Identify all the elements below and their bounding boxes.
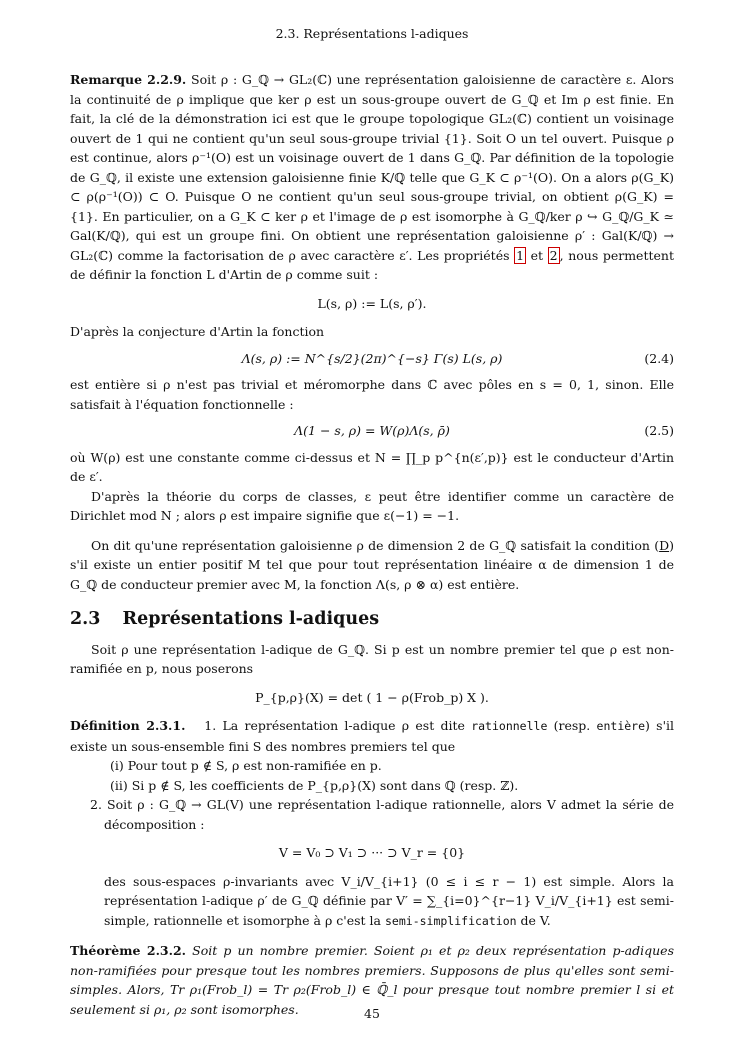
definition-block xyxy=(70,716,674,931)
equation-2-5-number: (2.5) xyxy=(644,423,674,438)
equation-2-5-formula: Λ(1 − s, ρ) = W(ρ)Λ(s, ρ̄) xyxy=(294,423,450,438)
ref-link-1[interactable]: 1 xyxy=(516,247,525,263)
definition-item-1 xyxy=(70,716,674,756)
term-entiere: entière xyxy=(596,719,646,733)
artin-intro: D'après la conjecture d'Artin la fonction xyxy=(70,324,325,339)
definition-sub-ii: (ii) Si p ∉ S, les coefficients de P_{p,ρ}(X) sont dans ℚ (resp. ℤ). xyxy=(110,777,519,793)
section-number: 2.3 xyxy=(70,609,101,629)
page-number: 45 xyxy=(364,1006,380,1021)
conductor-paragraph: où W(ρ) est une constante comme ci-dessus et N = ∏_p p^{n(ε′,p)} est le conducteur d'Artin de ε′. xyxy=(70,449,674,484)
definition-item-1-text: 1. La représentation l-adique ρ est dite xyxy=(204,718,465,733)
equation-2-4 xyxy=(70,349,674,369)
running-title: 2.3. Représentations l-adiques xyxy=(275,26,469,41)
definition-item-2: 2. Soit ρ : G_ℚ → GL(V) une représentation l-adique rationnelle, alors V admet la série de décomposition : xyxy=(90,797,674,832)
section-intro: Soit ρ une représentation l-adique de G_ℚ. Si p est un nombre premier tel que ρ est non-ramifiée en p, nous poserons xyxy=(70,641,674,676)
definition-item-1-resp: (resp. xyxy=(553,718,591,733)
condition-d-link[interactable]: D xyxy=(659,537,670,553)
page-body xyxy=(70,70,674,1019)
term-rationnelle: rationnelle xyxy=(471,719,548,733)
condition-d-paragraph xyxy=(70,536,674,595)
artin-l-definition: L(s, ρ) := L(s, ρ′). xyxy=(317,295,427,311)
theorem-label: Théorème 2.3.2. xyxy=(70,943,187,958)
section-title: Représentations l-adiques xyxy=(122,609,380,629)
class-field-paragraph: D'après la théorie du corps de classes, ε peut être identifier comme un caractère de Dirichlet mod N ; alors ρ est impaire signifie que ε(−1) = −1. xyxy=(70,488,674,523)
composition-series: V = V₀ ⊃ V₁ ⊃ ··· ⊃ V_r = {0} xyxy=(278,845,466,860)
equation-2-5 xyxy=(70,421,674,441)
page xyxy=(70,0,674,1053)
char-polynomial-formula: P_{p,ρ}(X) = det ( 1 − ρ(Frob_p) X ). xyxy=(255,689,489,705)
equation-2-4-number: (2.4) xyxy=(644,350,674,366)
definition-item-1-end: ) s'il existe un sous-ensemble fini S des nombres premiers tel que xyxy=(70,718,675,754)
ref-and: et xyxy=(530,247,544,263)
condition-text-b: ) s'il existe un entier positif M tel que pour tout représentation linéaire α de dimension 1 de G_ℚ de conducteur premier avec M, la fonction Λ(s, ρ ⊗ α) est entière. xyxy=(70,537,674,592)
equation-2-4-formula: Λ(s, ρ) := N^{s/2}(2π)^{−s} Γ(s) L(s, ρ) xyxy=(241,350,503,366)
remark-text: Soit ρ : G_ℚ → GL₂(ℂ) une représentation galoisienne de caractère ε. Alors la continuité de ρ implique que ker ρ est un sous-groupe ouvert de G_ℚ et Im ρ est finie. En fait, la clé de la démonstration ici est que le groupe topologique GL₂(ℂ) contient un voisinage ouvert de 1 qui ne contient qu'un seul sous-groupe trivial {1}. Soit O un tel ouvert. Puisque ρ est continue, alors ρ⁻¹(O) est un voisinage ouvert de 1 dans G_ℚ. Par définition de la topologie de G_ℚ, il existe une extension galoisienne finie K/ℚ telle que G_K ⊂ ρ⁻¹(O). On a alors ρ(G_K) ⊂ ρ(ρ⁻¹(O)) ⊂ O. Puisque O ne contient qu'un seul sous-groupe trivial, on obtient ρ(G_K) = {1}. En particulier, on a G_K ⊂ ker ρ et l'image de ρ est isomorphe à G_ℚ/ker ρ ↪ G_ℚ/G_K ≃ Gal(K/ℚ), qui est un groupe fini. On obtient une représentation galoisienne ρ′ : Gal(K/ℚ) → GL₂(ℂ) comme la factorisation de ρ avec caractère ε′. Les propriétés xyxy=(70,72,674,263)
term-semi-simplification: semi-simplification xyxy=(385,913,517,928)
remark-text-end: , nous permettent de définir la fonction L d'Artin de ρ comme suit : xyxy=(70,247,674,282)
section-heading xyxy=(70,610,674,630)
definition-label: Définition 2.3.1. xyxy=(70,718,186,733)
remark-paragraph xyxy=(70,70,674,285)
condition-text-a: On dit qu'une représentation galoisienne ρ de dimension 2 de G_ℚ satisfait la condition ( xyxy=(91,537,660,553)
definition-item-2-end: de V. xyxy=(520,912,551,928)
theorem-text: Soit p un nombre premier. Soient ρ₁ et ρ₂ deux représentation p-adiques non-ramifiées pour presque tout les nombres premiers. Supposons de plus qu'elles sont semi-simples. Alors, Tr ρ₁(Frob_l) = Tr ρ₂(Frob_l) ∈ ℚ̄_l pour presque tout nombre premier l si et seulement si ρ₁, ρ₂ sont isomorphes. xyxy=(70,943,674,1017)
definition-item-2-after xyxy=(70,872,674,932)
remark-label: Remarque 2.2.9. xyxy=(70,72,187,87)
artin-mid-paragraph: est entière si ρ n'est pas trivial et méromorphe dans ℂ avec pôles en s = 0, 1, sinon. Elle satisfait à l'équation fonctionnelle : xyxy=(70,377,674,412)
definition-sub-i: (i) Pour tout p ∉ S, ρ est non-ramifiée en p. xyxy=(110,758,382,773)
ref-link-2[interactable]: 2 xyxy=(549,247,558,263)
definition-item-2-after-text: des sous-espaces ρ-invariants avec V_i/V_{i+1} (0 ≤ i ≤ r − 1) est simple. Alors la représentation l-adique ρ′ de G_ℚ définie par V′ = ∑_{i=0}^{r−1} V_i/V_{i+1} est semi-simple, rationnelle et isomorphe à ρ c'est la xyxy=(104,873,674,928)
